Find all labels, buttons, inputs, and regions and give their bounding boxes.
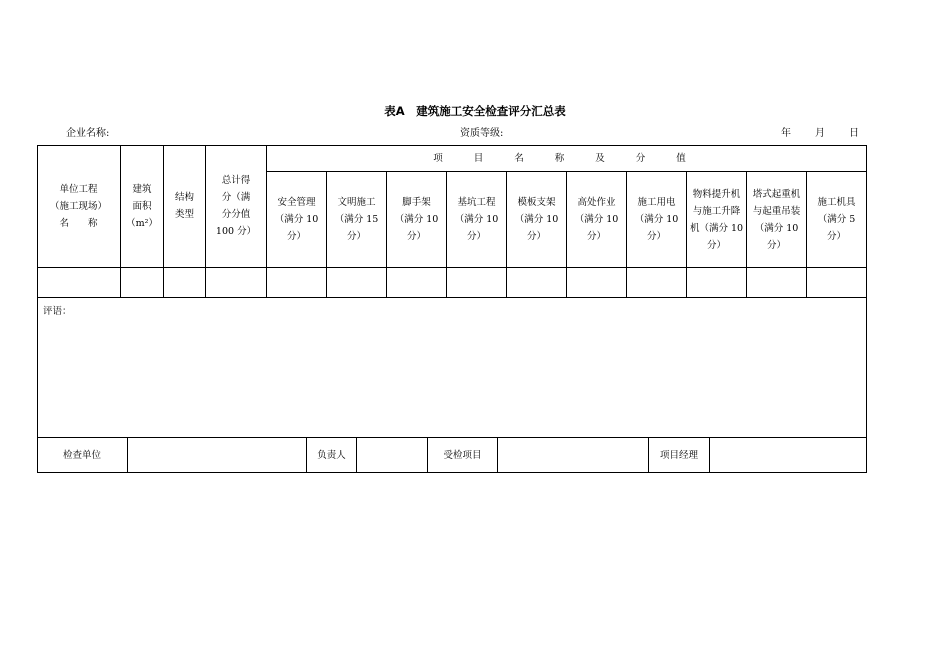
footer-inspect-unit-label: 检查单位 [37,438,128,473]
header-item-tower-crane: 塔式起重机 与起重吊装 （满分 10 分） [747,172,807,268]
day-label: 日 [849,128,859,139]
data-cell-scaffolding[interactable] [387,268,447,298]
header-item-foundation-pit: 基坑工程 （满分 10 分） [447,172,507,268]
header-item-scaffolding: 脚手架 （满分 10 分） [387,172,447,268]
data-cell-hoist[interactable] [687,268,747,298]
footer-project-manager-value[interactable] [710,438,867,473]
header-total-score: 总计得 分（满 分分值 100 分） [206,145,267,268]
data-cell-work-at-height[interactable] [567,268,627,298]
data-cell-construction-electricity[interactable] [627,268,687,298]
footer-responsible-label: 负责人 [307,438,357,473]
header-item-formwork-support: 模板支架 （满分 10 分） [507,172,567,268]
header-unit-name: 单位工程 （施工现场） 名 称 [37,145,121,268]
header-item-work-at-height: 高处作业 （满分 10 分） [567,172,627,268]
footer-project-manager-label: 项目经理 [649,438,710,473]
header-item-construction-machinery: 施工机具 （满分 5 分） [807,172,867,268]
qualification-level-label: 资质等级: [460,128,504,139]
data-cell-total-score[interactable] [206,268,267,298]
data-cell-building-area[interactable] [121,268,164,298]
month-label: 月 [815,128,825,139]
header-item-hoist: 物料提升机 与施工升降 机（满分 10 分） [687,172,747,268]
year-label: 年 [781,128,791,139]
data-cell-unit-name[interactable] [37,268,121,298]
comment-label: 评语： [43,306,72,317]
footer-inspect-unit-value[interactable] [128,438,307,473]
data-cell-construction-machinery[interactable] [807,268,867,298]
footer-inspected-project-label: 受检项目 [428,438,498,473]
header-building-area: 建筑 面积 （m²） [121,145,164,268]
data-cell-structure-type[interactable] [164,268,206,298]
data-cell-foundation-pit[interactable] [447,268,507,298]
header-item-construction-electricity: 施工用电 （满分 10 分） [627,172,687,268]
document-title: 表A 建筑施工安全检查评分汇总表 [384,104,566,118]
header-items-group: 项 目 名 称 及 分 值 [267,145,867,172]
company-name-label: 企业名称: [66,128,110,139]
footer-inspected-project-value[interactable] [498,438,649,473]
data-cell-tower-crane[interactable] [747,268,807,298]
header-item-safety-management: 安全管理 （满分 10 分） [267,172,327,268]
data-cell-civilized-construction[interactable] [327,268,387,298]
data-cell-formwork-support[interactable] [507,268,567,298]
header-structure-type: 结构 类型 [164,145,206,268]
header-item-civilized-construction: 文明施工 （满分 15 分） [327,172,387,268]
footer-responsible-value[interactable] [357,438,428,473]
date-labels [781,124,859,139]
data-cell-safety-management[interactable] [267,268,327,298]
comment-area[interactable] [37,298,867,438]
